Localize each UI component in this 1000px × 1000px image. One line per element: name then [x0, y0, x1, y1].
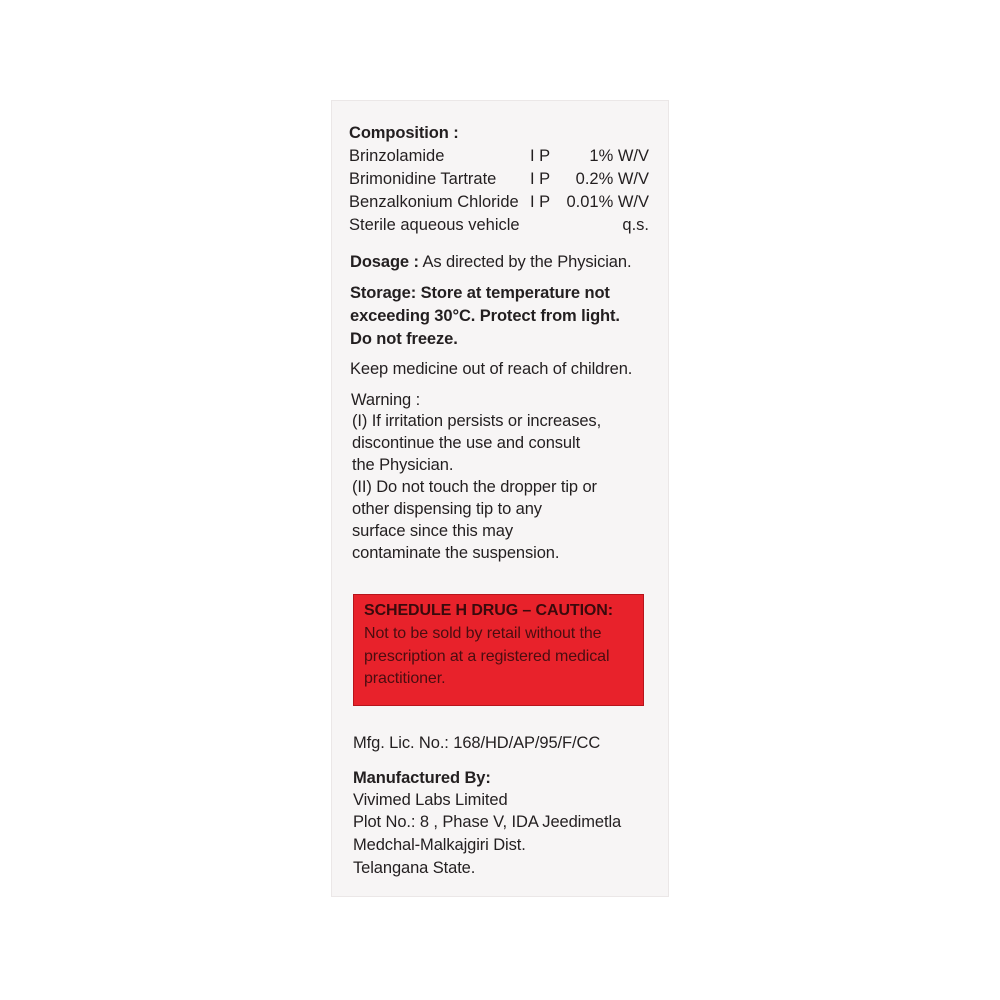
- composition-heading: Composition :: [349, 124, 459, 142]
- warning-line: (II) Do not touch the dropper tip or: [352, 478, 597, 496]
- dosage-label: Dosage :: [350, 253, 419, 271]
- manufacturer-heading: Manufactured By:: [353, 769, 491, 787]
- composition-row: [349, 214, 649, 236]
- medicine-label-panel: [331, 100, 669, 897]
- schedule-h-caution-box: [353, 594, 644, 706]
- ingredient-name: Sterile aqueous vehicle: [349, 216, 520, 234]
- ingredient-quantity: 1% W/V: [589, 147, 649, 165]
- storage-line: Do not freeze.: [350, 330, 458, 348]
- caution-title: SCHEDULE H DRUG – CAUTION:: [364, 602, 613, 619]
- ingredient-name: Brimonidine Tartrate: [349, 170, 497, 188]
- warning-line: (I) If irritation persists or increases,: [352, 412, 602, 430]
- caution-line: Not to be sold by retail without the: [364, 625, 602, 642]
- ingredient-quantity: q.s.: [622, 216, 649, 234]
- warning-line: other dispensing tip to any: [352, 500, 542, 518]
- manufacturer-line: Medchal-Malkajgiri Dist.: [353, 836, 526, 854]
- caution-line: practitioner.: [364, 670, 446, 687]
- composition-row: [349, 145, 649, 167]
- ingredient-quantity: 0.01% W/V: [566, 193, 649, 211]
- warning-line: the Physician.: [352, 456, 454, 474]
- manufacturer-line: Plot No.: 8 , Phase V, IDA Jeedimetla: [353, 813, 622, 831]
- ingredient-name: Benzalkonium Chloride: [349, 193, 519, 211]
- ingredient-quantity: 0.2% W/V: [575, 170, 649, 188]
- manufacturing-license: Mfg. Lic. No.: 168/HD/AP/95/F/CC: [353, 734, 601, 752]
- composition-row: [349, 168, 649, 190]
- composition-row: [349, 191, 649, 213]
- storage-line: Storage: Store at temperature not: [350, 284, 610, 302]
- dosage-line: [350, 251, 631, 273]
- dosage-text: As directed by the Physician.: [422, 253, 632, 271]
- warning-line: contaminate the suspension.: [352, 544, 560, 562]
- manufacturer-line: Vivimed Labs Limited: [353, 791, 508, 809]
- keep-out-of-reach-text: Keep medicine out of reach of children.: [350, 360, 633, 378]
- warning-heading: Warning :: [351, 391, 421, 409]
- ingredient-name: Brinzolamide: [349, 147, 445, 165]
- warning-line: discontinue the use and consult: [352, 434, 581, 452]
- caution-line: prescription at a registered medical: [364, 648, 610, 665]
- manufacturer-line: Telangana State.: [353, 859, 476, 877]
- storage-line: exceeding 30°C. Protect from light.: [350, 307, 620, 325]
- ingredient-standard: I P: [530, 193, 551, 211]
- ingredient-standard: I P: [530, 147, 551, 165]
- ingredient-standard: I P: [530, 170, 551, 188]
- warning-line: surface since this may: [352, 522, 514, 540]
